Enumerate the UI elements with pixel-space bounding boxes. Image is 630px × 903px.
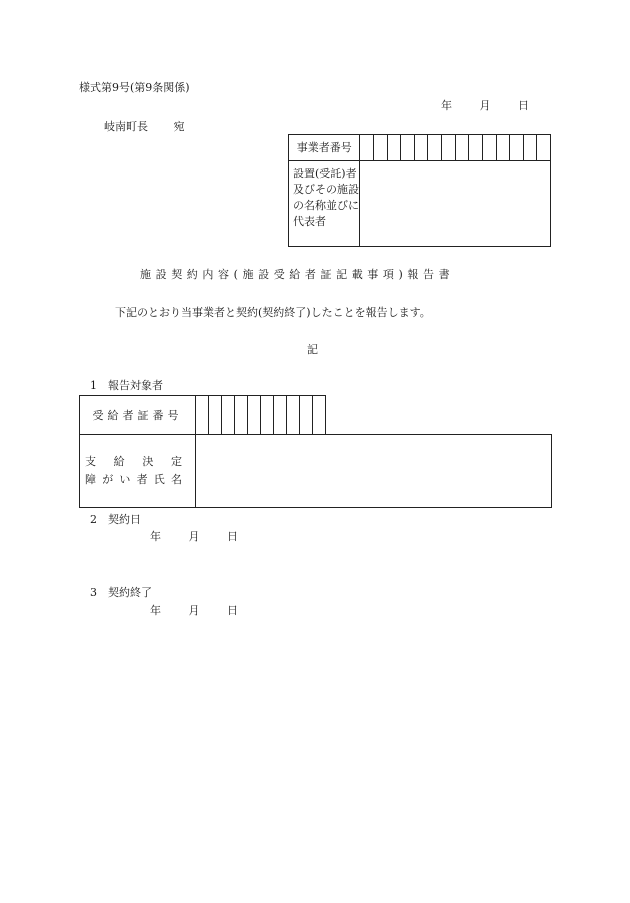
termination-date-year: 年 [150, 604, 161, 617]
recipient-name-label [80, 435, 196, 508]
label-char: 定 [170, 455, 182, 468]
label-char: 障 [85, 473, 96, 486]
recipient-table-blank [326, 396, 552, 435]
termination-date-month: 月 [188, 604, 200, 617]
section1-heading: 1 報告対象者 [90, 379, 163, 392]
recipient-number-cell[interactable] [313, 396, 326, 435]
recipient-table [79, 395, 552, 508]
business-number-cell[interactable] [387, 135, 401, 161]
recipient-number-label: 受給者証番号 [80, 396, 196, 435]
form-number: 様式第9号(第9条関係) [79, 81, 190, 94]
recipient-name-label-line2 [85, 471, 182, 489]
label-char: が [102, 473, 114, 486]
recipient-number-cell[interactable] [196, 396, 209, 435]
label-char: 給 [113, 455, 125, 468]
label-char: 名 [170, 473, 182, 486]
label-char: 支 [85, 455, 96, 468]
recipient-number-cell[interactable] [300, 396, 313, 435]
business-number-cell[interactable] [469, 135, 483, 161]
recipient-number-cell[interactable] [209, 396, 222, 435]
label-char: 決 [142, 455, 154, 468]
business-number-cell[interactable] [414, 135, 428, 161]
business-number-cell[interactable] [374, 135, 388, 161]
termination-date [150, 605, 238, 616]
recipient-number-cell[interactable] [235, 396, 248, 435]
contract-date-month: 月 [188, 530, 200, 543]
document-title: 施設契約内容(施設受給者証記載事項)報告書 [140, 268, 455, 281]
business-number-label: 事業者番号 [289, 135, 360, 161]
contract-date [150, 531, 238, 542]
facility-name-row [289, 161, 551, 247]
recipient-number-cell[interactable] [274, 396, 287, 435]
business-number-cell[interactable] [496, 135, 510, 161]
header-date-day: 日 [518, 99, 529, 112]
business-number-cell[interactable] [428, 135, 442, 161]
business-number-cell[interactable] [537, 135, 551, 161]
business-number-cell[interactable] [455, 135, 469, 161]
label-char: 者 [136, 473, 148, 486]
section2-heading: 2 契約日 [90, 513, 141, 526]
business-table [288, 134, 551, 247]
recipient-number-cell[interactable] [261, 396, 274, 435]
label-char: い [119, 473, 131, 486]
header-date [441, 100, 529, 111]
contract-date-year: 年 [150, 530, 161, 543]
business-number-cell[interactable] [360, 135, 374, 161]
business-number-cell[interactable] [401, 135, 415, 161]
label-char: 氏 [153, 473, 165, 486]
termination-date-day: 日 [227, 604, 238, 617]
recipient-name-row [80, 435, 552, 508]
business-number-row [289, 135, 551, 161]
addressee [104, 121, 185, 132]
addressee-honorific: 宛 [173, 120, 185, 133]
business-number-cell[interactable] [523, 135, 537, 161]
recipient-name-label-line1 [85, 453, 182, 471]
facility-name-label: 設置(受託)者及びその施設の名称並びに代表者 [289, 161, 360, 247]
recipient-number-row [80, 396, 552, 435]
intro-text: 下記のとおり当事業者と契約(契約終了)したことを報告します。 [115, 306, 431, 319]
header-date-year: 年 [441, 99, 452, 112]
recipient-number-cell[interactable] [222, 396, 235, 435]
business-number-cell[interactable] [510, 135, 524, 161]
header-date-month: 月 [479, 99, 491, 112]
business-number-cell[interactable] [482, 135, 496, 161]
recipient-number-cell[interactable] [287, 396, 300, 435]
recipient-number-cell[interactable] [248, 396, 261, 435]
addressee-town: 岐南町長 [104, 120, 148, 133]
business-number-cell[interactable] [442, 135, 456, 161]
facility-name-field[interactable] [360, 161, 551, 247]
recipient-name-field[interactable] [196, 435, 552, 508]
ki-heading: 記 [307, 343, 318, 356]
section3-heading: 3 契約終了 [90, 586, 152, 599]
contract-date-day: 日 [227, 530, 238, 543]
